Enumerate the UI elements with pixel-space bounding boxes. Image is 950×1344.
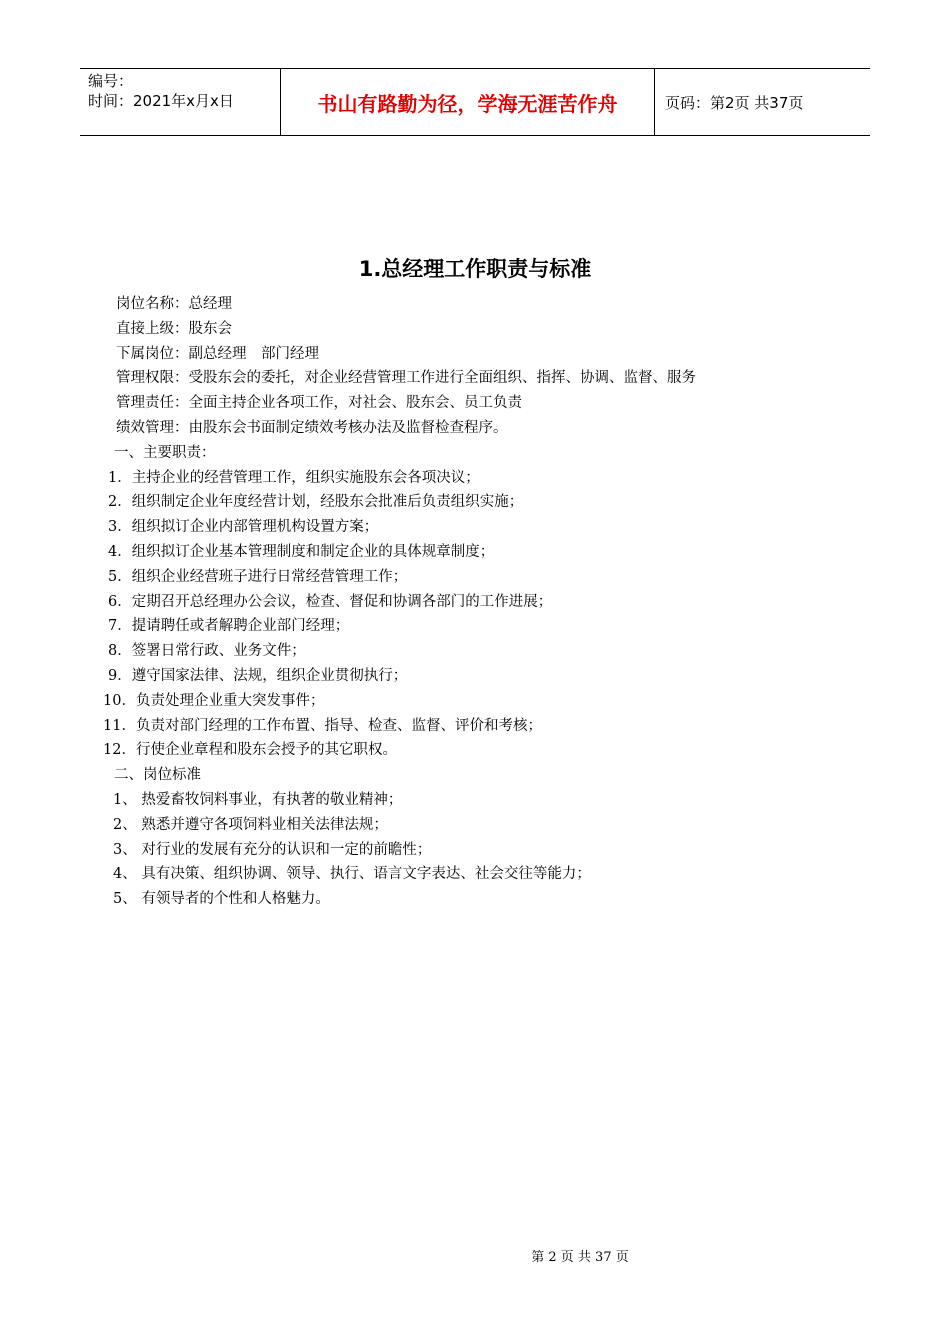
document-title: 1.总经理工作职责与标准 [358, 257, 592, 281]
duty-item: 7．提请聘任或者解聘企业部门经理； [108, 618, 350, 635]
page-code-text: 页码：第2页 共37页 [665, 93, 804, 112]
duty-item: 2．组织制定企业年度经营计划，经股东会批准后负责组织实施； [108, 494, 524, 511]
header-meta-cell [80, 69, 281, 135]
serial-label: 编号： [88, 72, 134, 90]
time-label: 时间：2021年x月x日 [88, 92, 234, 110]
standard-item: 4、 具有决策、组织协调、领导、执行、语言文字表达、社会交往等能力； [113, 866, 591, 883]
standard-item: 1、 热爱畜牧饲料事业，有执著的敬业精神； [113, 791, 403, 808]
duty-item: 12．行使企业章程和股东会授予的其它职权。 [103, 742, 397, 759]
duty-item: 8．签署日常行政、业务文件； [108, 643, 306, 660]
standard-item: 2、 熟悉并遵守各项饲料业相关法律法规； [113, 816, 388, 833]
duty-item: 3．组织拟订企业内部管理机构设置方案； [108, 519, 379, 536]
duty-item: 6．定期召开总经理办公会议，检查、督促和协调各部门的工作进展； [108, 593, 553, 610]
footer-page-number: 第 2 页 共 37 页 [531, 1250, 629, 1265]
info-authority: 管理权限：受股东会的委托，对企业经营管理工作进行全面组织、指挥、协调、监督、服务 [116, 370, 696, 387]
duty-item: 10．负责处理企业重大突发事件； [103, 692, 325, 709]
page-code-cell [655, 69, 870, 135]
section-standards-heading: 二、岗位标准 [114, 767, 201, 784]
motto-text: 书山有路勤为径，学海无涯苦作舟 [317, 91, 618, 116]
standard-item: 3、 对行业的发展有充分的认识和一定的前瞻性； [113, 841, 432, 858]
info-position-name: 岗位名称：总经理 [116, 296, 232, 312]
motto-cell [281, 69, 655, 135]
section-duties-heading: 一、主要职责： [114, 444, 216, 461]
duty-item: 9．遵守国家法律、法规，组织企业贯彻执行； [108, 667, 408, 684]
document-body [100, 292, 860, 912]
info-responsibility: 管理责任：全面主持企业各项工作，对社会、股东会、员工负责 [116, 395, 522, 412]
page-footer [0, 1246, 950, 1265]
duty-item: 1．主持企业的经营管理工作，组织实施股东会各项决议； [108, 469, 480, 486]
duty-item: 5．组织企业经营班子进行日常经营管理工作； [108, 568, 408, 585]
duty-item: 11．负责对部门经理的工作布置、指导、检查、监督、评价和考核； [103, 717, 542, 734]
info-direct-superior: 直接上级：股东会 [116, 320, 232, 337]
duty-item: 4．组织拟订企业基本管理制度和制定企业的具体规章制度； [108, 543, 495, 560]
info-performance: 绩效管理：由股东会书面制定绩效考核办法及监督检查程序。 [116, 419, 508, 436]
info-subordinates: 下属岗位：副总经理 部门经理 [116, 345, 319, 362]
standard-item: 5、 有领导者的个性和人格魅力。 [113, 891, 330, 908]
header-table [80, 68, 870, 136]
